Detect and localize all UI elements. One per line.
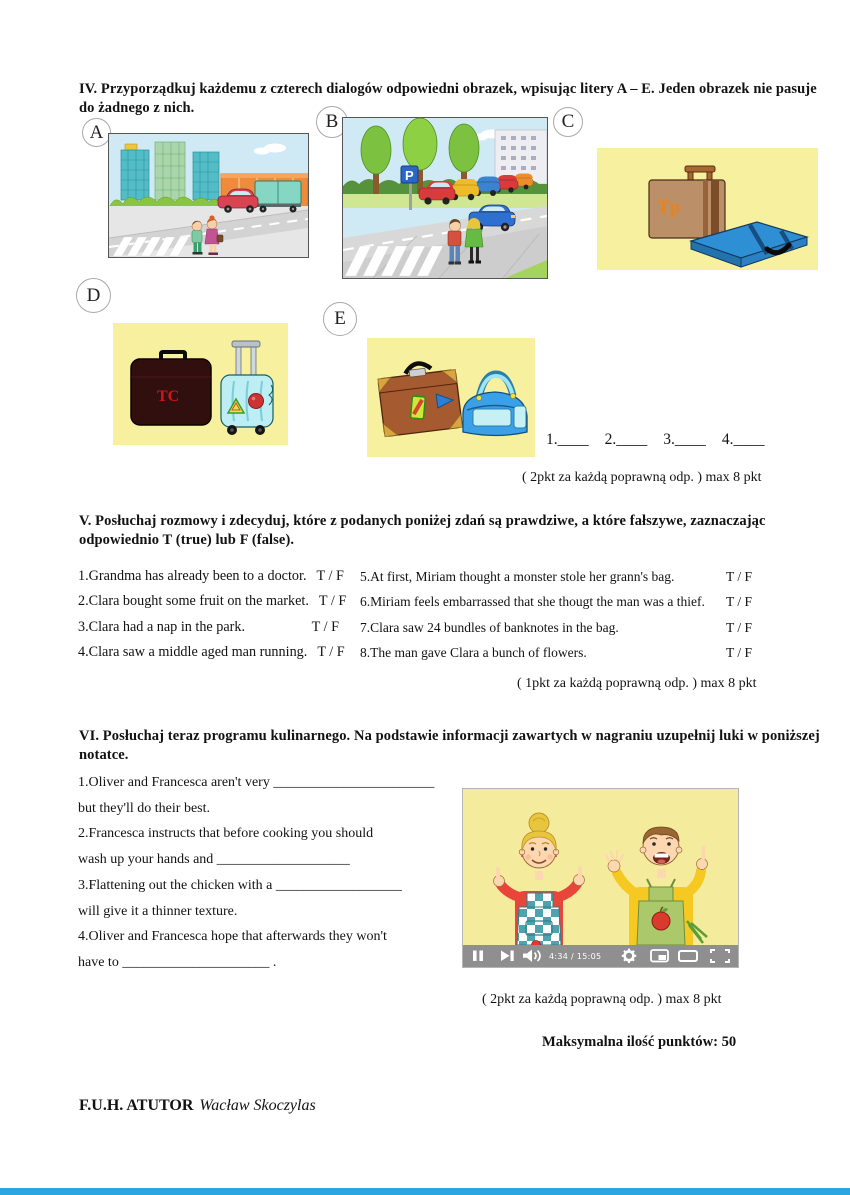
picture-c xyxy=(597,148,818,270)
footer-company: F.U.H. ATUTOR xyxy=(79,1097,194,1114)
gap-fill-notes xyxy=(78,770,458,976)
true-false-choice[interactable]: T / F xyxy=(316,568,344,584)
answer-blank-2[interactable]: 2.____ xyxy=(604,431,648,448)
suitcases-d xyxy=(113,323,288,445)
section-v-points-note: ( 1pkt za każdą poprawną odp. ) max 8 pkt xyxy=(517,676,757,691)
section-iv-points-note: ( 2pkt za każdą poprawną odp. ) max 8 pkt xyxy=(522,470,762,485)
true-false-choice[interactable]: T / F xyxy=(725,645,752,661)
note-line[interactable]: 3.Flattening out the chicken with a __________________ xyxy=(78,877,402,893)
picture-e xyxy=(367,338,535,457)
note-line: but they'll do their best. xyxy=(78,800,211,816)
picture-label-d: D xyxy=(76,278,111,313)
statement-text: 6.Miriam feels embarrassed that she thougt the man was a thief. xyxy=(360,594,705,610)
picture-a xyxy=(108,133,309,258)
statement-row xyxy=(360,564,752,589)
true-false-choice[interactable]: T / F xyxy=(311,618,339,635)
picture-label-b: B xyxy=(316,106,348,138)
picture-d xyxy=(113,323,288,445)
answer-blank-4[interactable]: 4.____ xyxy=(721,431,765,448)
section-v-heading: V. Posłuchaj rozmowy i zdecyduj, które z podanych poniżej zdań są prawdziwe, a które fałszywe, zaznaczając odpowiednio T (true) lub F (false). xyxy=(79,513,766,549)
section-iv-heading: IV. Przyporządkuj każdemu z czterech dialogów odpowiedni obrazek, wpisując litery A – E. Jeden obrazek nie pasuje do żadnego z nich. xyxy=(79,81,817,117)
stamp-sticker xyxy=(410,396,425,419)
luggage-e xyxy=(367,338,535,457)
note-line: will give it a thinner texture. xyxy=(78,903,238,919)
statement-row xyxy=(360,589,752,614)
picture-label-c: C xyxy=(553,107,583,137)
statement-row xyxy=(78,564,344,589)
note-line[interactable]: 1.Oliver and Francesca aren't very _______________________ xyxy=(78,775,435,790)
picture-label-a: A xyxy=(82,118,111,147)
footer xyxy=(79,1097,316,1115)
hair-bun xyxy=(529,813,549,833)
apple xyxy=(652,912,670,930)
statement-text: 2.Clara bought some fruit on the market. xyxy=(78,593,309,610)
monogram-tp: Tp xyxy=(657,197,681,218)
true-false-right-column xyxy=(360,564,752,666)
parking-p: P xyxy=(405,168,414,183)
statement-row xyxy=(78,589,347,614)
footer-author: Wacław Skoczylas xyxy=(199,1097,316,1114)
dark-suitcase xyxy=(131,352,211,425)
picture-label-e: E xyxy=(323,302,357,336)
true-false-choice[interactable]: T / F xyxy=(725,594,752,610)
max-points-summary: Maksymalna ilość punktów: 50 xyxy=(542,1034,737,1050)
street-scene-b xyxy=(343,118,547,278)
note-line: 4.Oliver and Francesca hope that afterwards they won't xyxy=(78,929,387,945)
statement-row xyxy=(360,615,752,640)
statement-row xyxy=(78,615,339,640)
street-scene-a xyxy=(109,134,308,257)
true-false-choice[interactable]: T / F xyxy=(725,569,752,584)
suitcases-c xyxy=(597,148,818,270)
answer-blank-1[interactable]: 1.____ xyxy=(546,431,589,448)
round-sticker xyxy=(249,394,264,409)
picture-b xyxy=(342,117,548,279)
statement-row xyxy=(360,640,752,665)
section-vi-points-note: ( 2pkt za każdą poprawną odp. ) max 8 pkt xyxy=(482,992,722,1007)
statement-text: 1.Grandma has already been to a doctor. xyxy=(78,568,307,584)
note-line[interactable]: have to _____________________ . xyxy=(78,954,277,970)
note-line[interactable]: wash up your hands and ___________________ xyxy=(78,852,350,868)
answer-blanks xyxy=(546,431,765,449)
bottom-accent-bar xyxy=(0,1188,850,1195)
statement-row xyxy=(78,640,345,665)
true-false-choice[interactable]: T / F xyxy=(725,619,752,635)
note-line: 2.Francesca instructs that before cooking you should xyxy=(78,826,374,842)
statement-text: 8.The man gave Clara a bunch of flowers. xyxy=(360,645,587,661)
statement-text: 5.At first, Miriam thought a monster stole her grann's bag. xyxy=(360,569,675,584)
true-false-choice[interactable]: T / F xyxy=(317,644,345,661)
true-false-choice[interactable]: T / F xyxy=(318,593,347,610)
time-display: 4:34 / 15:05 xyxy=(549,951,602,961)
true-false-left-column xyxy=(78,564,347,666)
statement-text: 4.Clara saw a middle aged man running. xyxy=(78,644,308,661)
video-frame-background xyxy=(463,789,738,945)
statement-text: 3.Clara had a nap in the park. xyxy=(78,618,246,635)
cooking-show-video xyxy=(463,789,738,967)
monogram-tc: TC xyxy=(157,388,180,405)
section-vi-heading: VI. Posłuchaj teraz programu kulinarnego. Na podstawie informacji zawartych w nagraniu uzupełnij luki w poniższej notatce. xyxy=(79,728,820,764)
statement-text: 7.Clara saw 24 bundles of banknotes in the bag. xyxy=(360,619,619,635)
video-player xyxy=(462,788,739,968)
answer-blank-3[interactable]: 3.____ xyxy=(663,431,706,448)
